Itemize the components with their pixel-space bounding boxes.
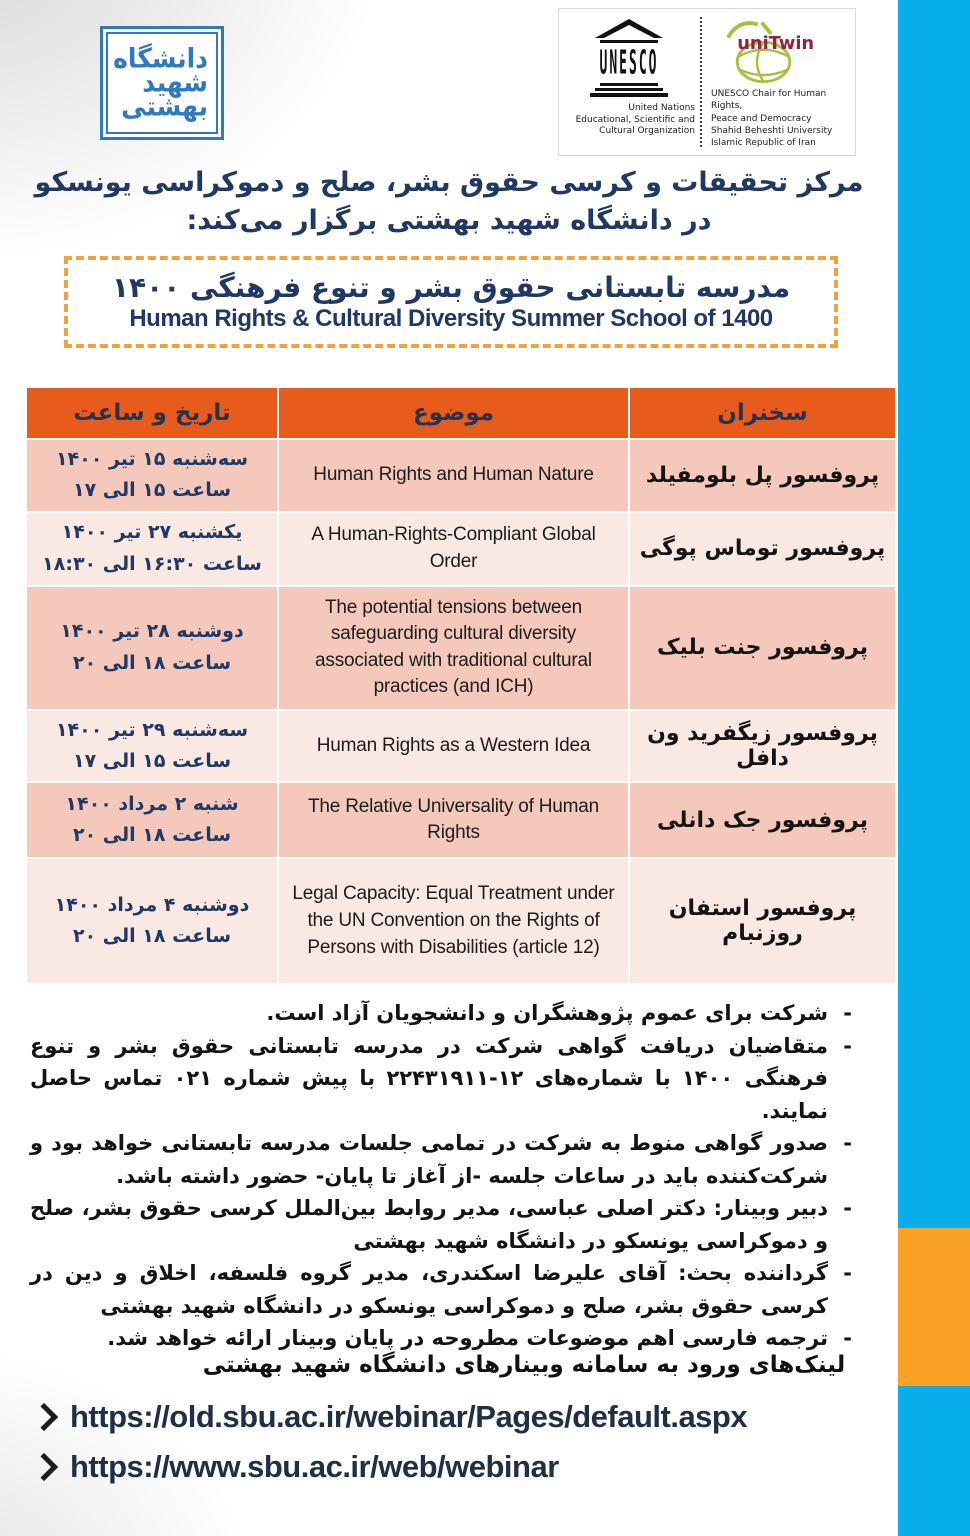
- note-text: شرکت برای عموم پژوهشگران و دانشجویان آزاد است.: [266, 1001, 828, 1025]
- accent-side-bar: [898, 0, 970, 1536]
- session-date: دوشنبه ۴ مرداد ۱۴۰۰: [54, 894, 250, 917]
- session-topic: Legal Capacity: Equal Treatment under the UN Convention on the Rights of Persons with Disabilities (article 12): [278, 858, 629, 984]
- unesco-temple-icon: [590, 19, 668, 97]
- session-time: ساعت ۱۸ الی ۲۰: [72, 925, 232, 948]
- unitwin-caption: UNESCO Chair for Human Rights, Peace and Democracy Shahid Beheshti University Islamic Republic of Iran: [711, 89, 833, 148]
- sbu-logo-line: دانشگاه: [113, 43, 208, 75]
- session-speaker: پروفسور جک دانلی: [629, 782, 896, 858]
- session-time: ساعت ۱۵ الی ۱۷: [72, 750, 232, 773]
- dash-bullet-icon: -: [843, 1033, 852, 1058]
- session-speaker: پروفسور استفان روزنبام: [629, 858, 896, 984]
- table-row: [26, 858, 896, 984]
- session-date: سه‌شنبه ۲۹ تیر ۱۴۰۰: [55, 718, 249, 741]
- sbu-logo-line: شهید: [142, 66, 208, 99]
- list-item: [34, 1442, 747, 1492]
- session-date: سه‌شنبه ۱۵ تیر ۱۴۰۰: [55, 448, 249, 470]
- note-text: ترجمه فارسی اهم موضوعات مطروحه در پایان وبینار ارائه خواهد شد.: [107, 1326, 828, 1351]
- session-time: ساعت ۱۶:۳۰ الی ۱۸:۳۰: [42, 552, 262, 575]
- event-title-en: Human Rights & Cultural Diversity Summer School of 1400: [129, 305, 773, 332]
- col-header-datetime: تاریخ و ساعت: [26, 387, 278, 439]
- dash-bullet-icon: -: [843, 1196, 852, 1221]
- table-row: [26, 439, 896, 512]
- accent-cyan-top: [898, 0, 970, 1228]
- col-header-speaker: سخنران: [629, 387, 896, 439]
- table-row: [26, 710, 896, 783]
- notes-section: [30, 997, 852, 1355]
- dash-bullet-icon: -: [843, 1001, 852, 1025]
- session-topic: A Human-Rights-Compliant Global Order: [278, 512, 629, 586]
- col-header-topic: موضوع: [278, 387, 629, 439]
- session-date: دوشنبه ۲۸ تیر ۱۴۰۰: [60, 620, 244, 643]
- links-heading: لینک‌های ورود به سامانه وبینارهای دانشگاه شهید بهشتی: [202, 1352, 846, 1378]
- unitwin-globe-icon: [711, 15, 831, 86]
- link-arrow-icon: [30, 1403, 58, 1431]
- sbu-logo-line: بهشتی: [121, 90, 208, 123]
- accent-cyan-bottom: [898, 1386, 970, 1536]
- unitwin-wordmark: uniTwin: [737, 32, 815, 54]
- table-row: [26, 586, 896, 710]
- organizer-header-line1: مرکز تحقیقات و کرسی حقوق بشر، صلح و دموکراسی یونسکو: [34, 167, 864, 198]
- dash-bullet-icon: -: [843, 1261, 852, 1286]
- dash-bullet-icon: -: [843, 1131, 852, 1156]
- list-item: [30, 1257, 852, 1322]
- dotted-separator: [700, 17, 702, 147]
- sbu-university-logo: [100, 26, 224, 140]
- session-topic: Human Rights as a Western Idea: [278, 710, 629, 783]
- list-item: [34, 1392, 747, 1442]
- unesco-logo-block: [563, 15, 695, 149]
- note-text: گرداننده بحث: آقای علیرضا اسکندری، مدیر گروه فلسفه، اخلاق و دین در کرسی حقوق بشر، صلح و دموکراسی یونسکو در دانشگاه شهید بهشتی: [30, 1261, 828, 1318]
- session-topic: Human Rights and Human Nature: [278, 439, 629, 512]
- list-item: [30, 1322, 852, 1355]
- event-title-fa: مدرسه تابستانی حقوق بشر و تنوع فرهنگی ۱۴۰۰: [111, 271, 791, 305]
- session-speaker: پروفسور توماس پوگی: [629, 512, 896, 586]
- unesco-wordmark: UNESCO: [599, 46, 659, 84]
- session-speaker: پروفسور زیگفرید ون دافل: [629, 710, 896, 783]
- session-time: ساعت ۱۸ الی ۲۰: [72, 651, 232, 674]
- note-text: متقاضیان دریافت گواهی شرکت در مدرسه تابستانی حقوق بشر و تنوع فرهنگی ۱۴۰۰ با شماره‌های ۱۲-۲۲۴۳۱۹۱۱ با پیش شماره ۰۲۱ تماس حاصل نمایند.: [30, 1033, 828, 1123]
- accent-orange-block: [898, 1228, 970, 1386]
- list-item: [30, 1127, 852, 1192]
- table-row: [26, 512, 896, 586]
- session-time: ساعت ۱۵ الی ۱۷: [72, 479, 232, 502]
- dash-bullet-icon: -: [843, 1326, 852, 1351]
- unitwin-logo-block: [707, 15, 851, 149]
- link-arrow-icon: [30, 1453, 58, 1481]
- table-row: [26, 782, 896, 858]
- unesco-caption: United Nations Educational, Scientific and Cultural Organization: [575, 103, 695, 137]
- session-date: شنبه ۲ مرداد ۱۴۰۰: [65, 793, 239, 816]
- schedule-table: [25, 386, 897, 985]
- session-topic: The Relative Universality of Human Rights: [278, 782, 629, 858]
- organizer-header-line2: در دانشگاه شهید بهشتی برگزار می‌کند:: [186, 204, 712, 236]
- list-item: [30, 997, 852, 1030]
- session-speaker: پروفسور پل بلومفیلد: [629, 439, 896, 512]
- sbu-logo-calligraphy: [106, 32, 218, 134]
- session-speaker: پروفسور جنت بلیک: [629, 586, 896, 710]
- event-title-box: [64, 256, 838, 348]
- note-text: صدور گواهی منوط به شرکت در تمامی جلسات مدرسه تابستانی خواهد بود و شرکت‌کننده باید در ساعات جلسه -از آغاز تا پایان- حضور داشته باشد.: [30, 1131, 828, 1188]
- organizer-header: [0, 164, 898, 240]
- webinar-links-list: [34, 1392, 747, 1492]
- schedule-header-row: [26, 387, 896, 439]
- session-topic: The potential tensions between safeguarding cultural diversity associated with traditional cultural practices (and ICH): [278, 586, 629, 710]
- webinar-link-old-sbu[interactable]: https://old.sbu.ac.ir/webinar/Pages/default.aspx: [70, 1399, 748, 1434]
- list-item: [30, 1030, 852, 1128]
- webinar-link-www-sbu[interactable]: https://www.sbu.ac.ir/web/webinar: [70, 1449, 559, 1484]
- session-date: یکشنبه ۲۷ تیر ۱۴۰۰: [61, 521, 243, 544]
- list-item: [30, 1192, 852, 1257]
- partners-logo-box: [558, 8, 856, 156]
- session-time: ساعت ۱۸ الی ۲۰: [72, 824, 232, 847]
- note-text: دبیر وبینار: دکتر اصلی عباسی، مدیر روابط بین‌الملل کرسی حقوق بشر، صلح و دموکراسی یونسکو در دانشگاه شهید بهشتی: [30, 1196, 828, 1253]
